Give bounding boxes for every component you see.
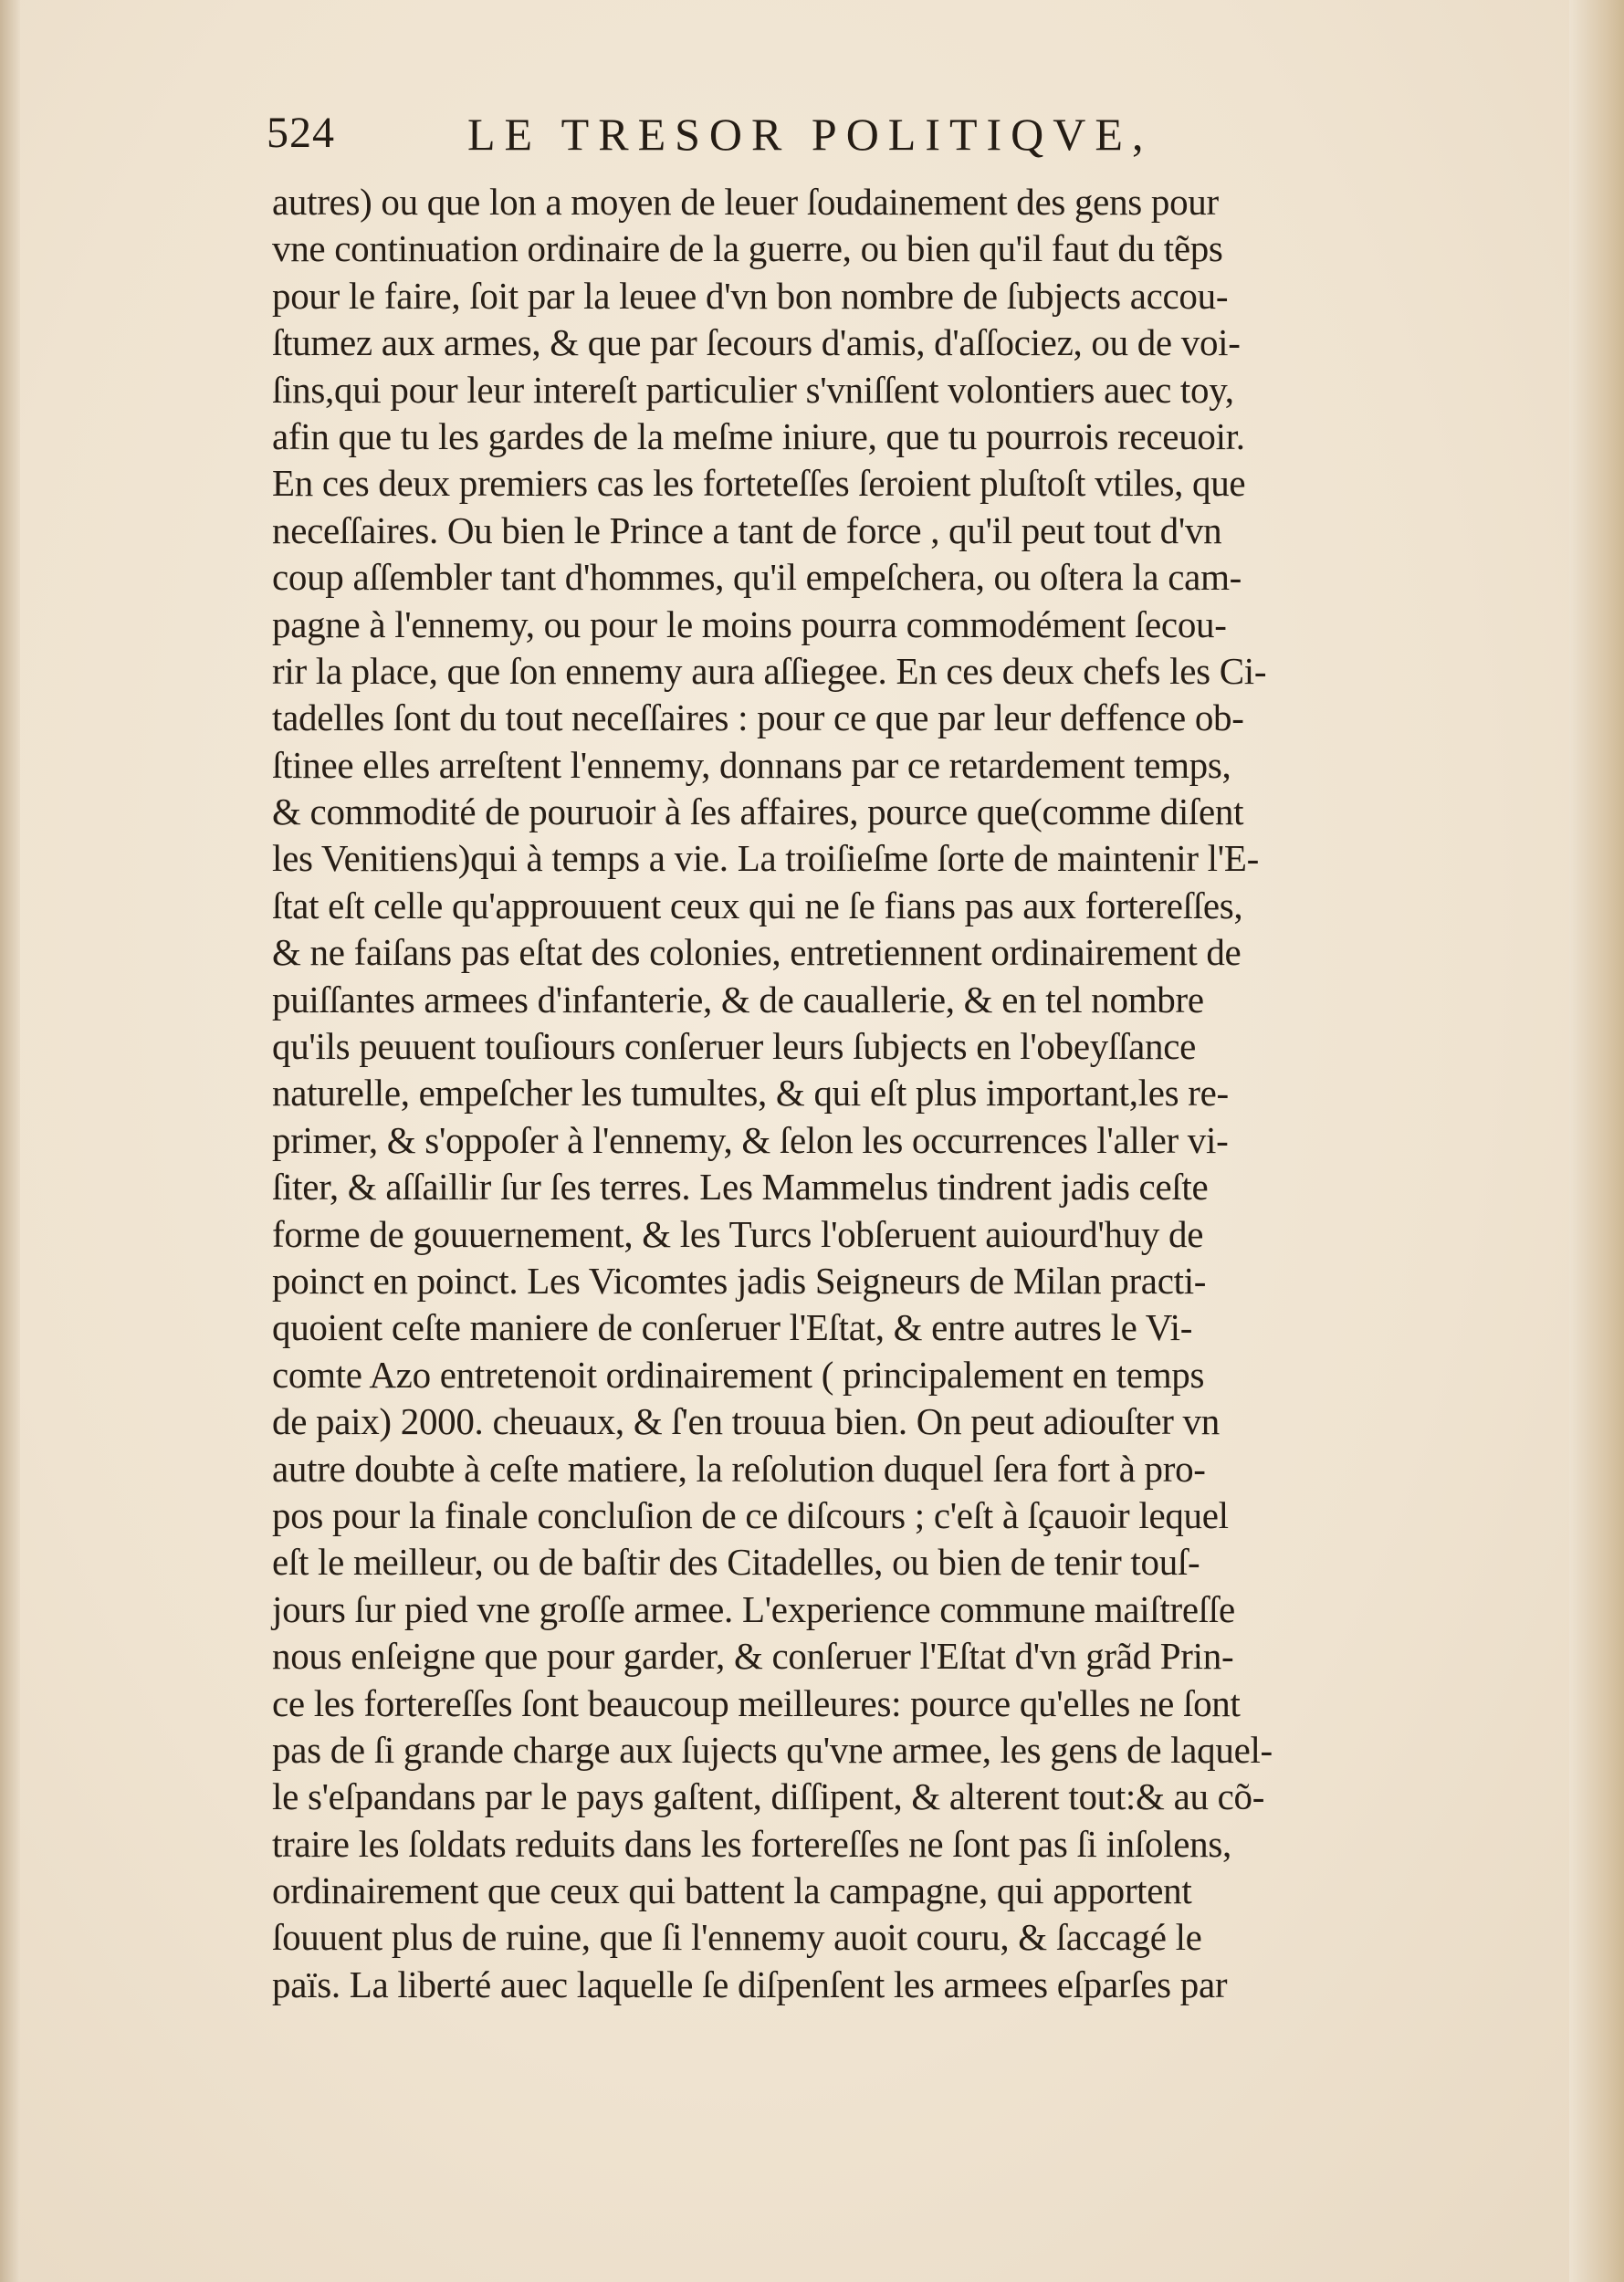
text-line: tadelles ſont du tout neceſſaires : pour ce que par leur deffence ob- xyxy=(272,696,1244,739)
text-line: les Venitiens)qui à temps a vie. La troiſieſme ſorte de maintenir l'E- xyxy=(272,837,1259,880)
text-line: païs. La liberté auec laquelle ſe diſpenſent les armees eſparſes par xyxy=(272,1963,1228,2005)
body-text xyxy=(272,179,1431,2008)
text-line: & commodité de pouruoir à ſes affaires, pource que(comme diſent xyxy=(272,790,1244,833)
text-line: le s'eſpandans par le pays gaſtent, diſſipent, & alterent tout:& au cõ- xyxy=(272,1775,1265,1818)
text-line: forme de gouuernement, & les Turcs l'obſeruent auiourd'huy de xyxy=(272,1212,1204,1255)
text-line: autres) ou que lon a moyen de leuer ſoudainement des gens pour xyxy=(272,181,1219,223)
text-line: traire les ſoldats reduits dans les fortereſſes ne ſont pas ſi inſolens, xyxy=(272,1822,1231,1865)
text-line: poinct en poinct. Les Vicomtes jadis Seigneurs de Milan practi- xyxy=(272,1259,1207,1302)
running-header xyxy=(267,108,1271,181)
page-edge-left xyxy=(0,0,20,2282)
text-line: naturelle, empeſcher les tumultes, & qui eſt plus important,les re- xyxy=(272,1072,1229,1115)
text-line: afin que tu les gardes de la meſme iniure, que tu pourrois receuoir. xyxy=(272,414,1245,457)
text-line: ce les fortereſſes ſont beaucoup meilleures: pource qu'elles ne ſont xyxy=(272,1681,1241,1724)
text-line: pagne à l'ennemy, ou pour le moins pourra commodément ſecou- xyxy=(272,602,1227,645)
text-line: nous enſeigne que pour garder, & conſeruer l'Eſtat d'vn grãd Prin- xyxy=(272,1635,1234,1678)
page-number: 524 xyxy=(267,109,335,157)
text-line: qu'ils peuuent touſiours conſeruer leurs ſubjects en l'obeyſſance xyxy=(272,1025,1197,1068)
text-line: En ces deux premiers cas les forteteſſes ſeroient pluſtoſt vtiles, que xyxy=(272,462,1246,505)
page-edge-right xyxy=(1569,0,1624,2282)
text-line: rir la place, que ſon ennemy aura aſſiegee. En ces deux chefs les Ci- xyxy=(272,649,1267,692)
running-title: LE TRESOR POLITIQVE, xyxy=(467,109,1153,160)
text-line: ſiter, & aſſaillir ſur ſes terres. Les Mammelus tindrent jadis ceſte xyxy=(272,1166,1209,1209)
text-line: autre doubte à ceſte matiere, la reſolution duquel ſera fort à pro- xyxy=(272,1447,1206,1490)
text-line: ſtumez aux armes, & que par ſecours d'amis, d'aſſociez, ou de voi- xyxy=(272,321,1241,364)
text-line: neceſſaires. Ou bien le Prince a tant de force , qu'il peut tout d'vn xyxy=(272,508,1222,551)
text-line: pour le faire, ſoit par la leuee d'vn bon nombre de ſubjects accou- xyxy=(272,274,1229,317)
text-line: primer, & s'oppoſer à l'ennemy, & ſelon les occurrences l'aller vi- xyxy=(272,1118,1229,1161)
text-line: vne continuation ordinaire de la guerre, ou bien qu'il faut du tẽps xyxy=(272,227,1223,270)
text-line: quoient ceſte maniere de conſeruer l'Eſtat, & entre autres le Vi- xyxy=(272,1306,1193,1349)
text-line: ordinairement que ceux qui battent la campagne, qui apportent xyxy=(272,1869,1192,1912)
text-line: puiſſantes armees d'infanterie, & de cauallerie, & en tel nombre xyxy=(272,978,1204,1021)
text-line: pas de ſi grande charge aux ſujects qu'vne armee, les gens de laquel- xyxy=(272,1728,1273,1771)
text-line: pos pour la finale concluſion de ce diſcours ; c'eſt à ſçauoir lequel xyxy=(272,1493,1229,1536)
text-line: ſins,qui pour leur intereſt particulier s'vniſſent volontiers auec toy, xyxy=(272,368,1234,411)
text-line: eſt le meilleur, ou de baſtir des Citadelles, ou bien de tenir touſ- xyxy=(272,1541,1200,1584)
text-line: comte Azo entretenoit ordinairement ( principalement en temps xyxy=(272,1353,1205,1396)
text-line: ſtat eſt celle qu'approuuent ceux qui ne ſe fians pas aux fortereſſes, xyxy=(272,884,1243,926)
text-line: coup aſſembler tant d'hommes, qu'il empeſchera, ou oſtera la cam- xyxy=(272,556,1242,599)
text-line: jours ſur pied vne groſſe armee. L'experience commune maiſtreſſe xyxy=(272,1587,1235,1630)
text-line: & ne faiſans pas eſtat des colonies, entretiennent ordinairement de xyxy=(272,931,1242,974)
text-line: de paix) 2000. cheuaux, & ſ'en trouua bien. On peut adiouſter vn xyxy=(272,1400,1220,1443)
text-line: ſtinee elles arreſtent l'ennemy, donnans par ce retardement temps, xyxy=(272,743,1231,786)
text-line: ſouuent plus de ruine, que ſi l'ennemy auoit couru, & ſaccagé le xyxy=(272,1916,1202,1959)
